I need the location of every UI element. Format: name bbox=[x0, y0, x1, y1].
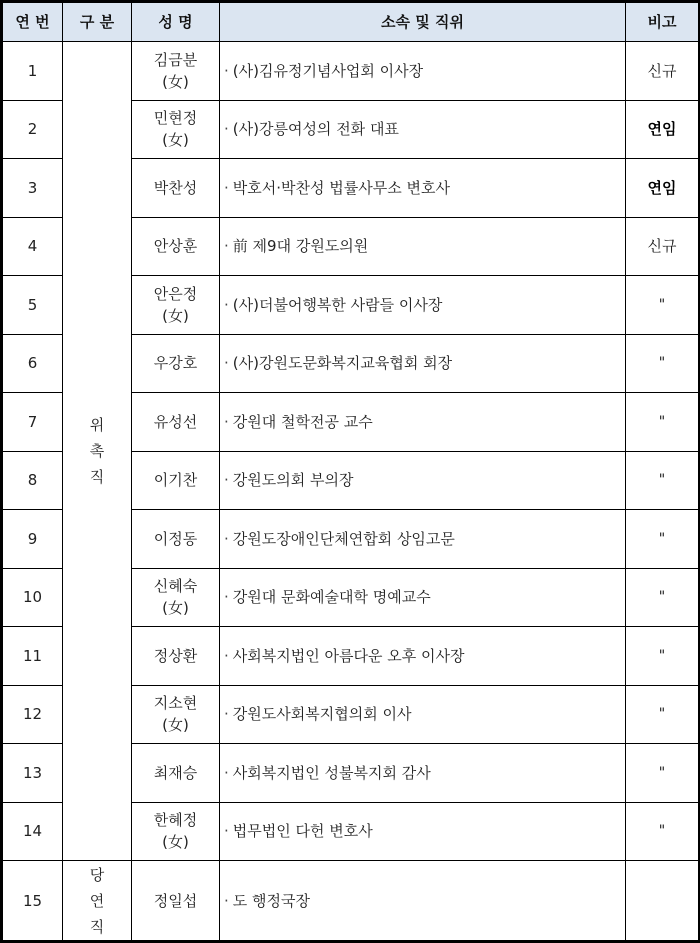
bullet-mark: · bbox=[224, 646, 229, 665]
affiliation-text: 법무법인 다헌 변호사 bbox=[232, 822, 373, 841]
affiliation-text: 前 제9대 강원도의원 bbox=[232, 237, 369, 256]
row-number: 13 bbox=[3, 744, 63, 803]
member-name-text: 김금분 bbox=[153, 50, 198, 69]
member-name bbox=[132, 861, 220, 941]
member-name-text: 이기찬 bbox=[153, 471, 198, 490]
bullet-mark: · bbox=[224, 295, 229, 314]
member-remark: " bbox=[626, 744, 699, 803]
member-remark: 신규 bbox=[626, 217, 699, 276]
member-affiliation bbox=[220, 744, 626, 803]
row-number: 4 bbox=[3, 217, 63, 276]
member-affiliation bbox=[220, 861, 626, 941]
member-affiliation bbox=[220, 510, 626, 569]
affiliation-text: 강원도의회 부의장 bbox=[232, 471, 354, 490]
member-name bbox=[132, 217, 220, 276]
bullet-mark: · bbox=[224, 178, 229, 197]
member-name-text: 정상환 bbox=[153, 646, 198, 665]
member-name bbox=[132, 627, 220, 686]
row-number: 1 bbox=[3, 42, 63, 101]
affiliation-text: (사)강릉여성의 전화 대표 bbox=[232, 120, 399, 139]
row-number: 6 bbox=[3, 334, 63, 393]
category-char: 촉 bbox=[89, 442, 105, 461]
bullet-mark: · bbox=[224, 891, 229, 910]
affiliation-text: 사회복지법인 아름다운 오후 이사장 bbox=[232, 646, 465, 665]
member-gender-mark: (女) bbox=[162, 833, 189, 852]
member-affiliation bbox=[220, 393, 626, 452]
row-number: 10 bbox=[3, 568, 63, 627]
member-remark: " bbox=[626, 334, 699, 393]
affiliation-text: 도 행정국장 bbox=[232, 891, 310, 910]
table-row bbox=[3, 861, 699, 941]
member-remark: " bbox=[626, 802, 699, 861]
member-name bbox=[132, 510, 220, 569]
member-affiliation bbox=[220, 334, 626, 393]
member-gender-mark: (女) bbox=[162, 72, 189, 91]
member-affiliation bbox=[220, 159, 626, 218]
affiliation-text: (사)강원도문화복지교육협회 회장 bbox=[232, 354, 453, 373]
bullet-mark: · bbox=[224, 61, 229, 80]
bullet-mark: · bbox=[224, 412, 229, 431]
bullet-mark: · bbox=[224, 763, 229, 782]
row-number: 2 bbox=[3, 100, 63, 159]
header-remarks: 비고 bbox=[626, 3, 699, 42]
category-char: 직 bbox=[89, 917, 105, 936]
member-name-text: 민현정 bbox=[153, 109, 198, 128]
bullet-mark: · bbox=[224, 237, 229, 256]
header-row bbox=[3, 3, 699, 42]
member-affiliation bbox=[220, 802, 626, 861]
member-affiliation bbox=[220, 685, 626, 744]
row-number: 7 bbox=[3, 393, 63, 452]
member-name-text: 한혜정 bbox=[153, 811, 198, 830]
member-name-text: 우강호 bbox=[153, 354, 198, 373]
member-affiliation bbox=[220, 451, 626, 510]
bullet-mark: · bbox=[224, 354, 229, 373]
member-affiliation bbox=[220, 627, 626, 686]
member-name bbox=[132, 451, 220, 510]
member-remark: 연임 bbox=[626, 100, 699, 159]
member-remark: " bbox=[626, 276, 699, 335]
row-number: 15 bbox=[3, 861, 63, 941]
row-number: 12 bbox=[3, 685, 63, 744]
member-gender-mark: (女) bbox=[162, 131, 189, 150]
category-char: 직 bbox=[89, 468, 105, 487]
bullet-mark: · bbox=[224, 529, 229, 548]
member-remark: " bbox=[626, 685, 699, 744]
bullet-mark: · bbox=[224, 471, 229, 490]
member-affiliation bbox=[220, 568, 626, 627]
member-remark: " bbox=[626, 627, 699, 686]
member-name-text: 안은정 bbox=[153, 284, 198, 303]
header-name: 성 명 bbox=[132, 3, 220, 42]
member-name bbox=[132, 802, 220, 861]
affiliation-text: 강원대 문화예술대학 명예교수 bbox=[232, 588, 431, 607]
bullet-mark: · bbox=[224, 120, 229, 139]
member-name-text: 최재승 bbox=[153, 763, 198, 782]
category-ex-officio bbox=[63, 861, 132, 941]
member-name-text: 정일섭 bbox=[153, 891, 198, 910]
category-char: 연 bbox=[89, 891, 105, 910]
category-char: 당 bbox=[89, 865, 105, 884]
row-number: 11 bbox=[3, 627, 63, 686]
member-name bbox=[132, 393, 220, 452]
member-remark: " bbox=[626, 393, 699, 452]
member-name bbox=[132, 159, 220, 218]
row-number: 8 bbox=[3, 451, 63, 510]
member-name-text: 이정동 bbox=[153, 529, 198, 548]
member-affiliation bbox=[220, 217, 626, 276]
bullet-mark: · bbox=[224, 588, 229, 607]
member-name bbox=[132, 334, 220, 393]
member-name bbox=[132, 42, 220, 101]
member-remark: " bbox=[626, 568, 699, 627]
table-body bbox=[3, 42, 699, 941]
affiliation-text: (사)더불어행복한 사람들 이사장 bbox=[232, 295, 443, 314]
affiliation-text: 박호서·박찬성 법률사무소 변호사 bbox=[232, 178, 450, 197]
header-affiliation: 소속 및 직위 bbox=[220, 3, 626, 42]
member-remark: " bbox=[626, 451, 699, 510]
member-remark bbox=[626, 861, 699, 941]
member-name-text: 안상훈 bbox=[153, 237, 198, 256]
member-name bbox=[132, 276, 220, 335]
affiliation-text: 사회복지법인 성불복지회 감사 bbox=[232, 763, 431, 782]
member-affiliation bbox=[220, 100, 626, 159]
bullet-mark: · bbox=[224, 822, 229, 841]
row-number: 14 bbox=[3, 802, 63, 861]
bullet-mark: · bbox=[224, 705, 229, 724]
category-appointed bbox=[63, 42, 132, 861]
member-gender-mark: (女) bbox=[162, 306, 189, 325]
row-number: 9 bbox=[3, 510, 63, 569]
affiliation-text: 강원도장애인단체연합회 상임고문 bbox=[232, 529, 455, 548]
row-number: 5 bbox=[3, 276, 63, 335]
member-affiliation bbox=[220, 42, 626, 101]
member-name bbox=[132, 685, 220, 744]
member-gender-mark: (女) bbox=[162, 599, 189, 618]
member-name-text: 유성선 bbox=[153, 412, 198, 431]
member-name-text: 신혜숙 bbox=[153, 577, 198, 596]
member-name bbox=[132, 100, 220, 159]
member-gender-mark: (女) bbox=[162, 716, 189, 735]
member-affiliation bbox=[220, 276, 626, 335]
row-number: 3 bbox=[3, 159, 63, 218]
category-char: 위 bbox=[89, 416, 105, 435]
header-category: 구 분 bbox=[63, 3, 132, 42]
member-name bbox=[132, 744, 220, 803]
header-no: 연 번 bbox=[3, 3, 63, 42]
member-name-text: 박찬성 bbox=[153, 178, 198, 197]
committee-member-table bbox=[2, 2, 699, 941]
member-name bbox=[132, 568, 220, 627]
affiliation-text: 강원대 철학전공 교수 bbox=[232, 412, 373, 431]
member-remark: 연임 bbox=[626, 159, 699, 218]
table-row bbox=[3, 42, 699, 101]
member-name-text: 지소현 bbox=[153, 694, 198, 713]
affiliation-text: 강원도사회복지협의회 이사 bbox=[232, 705, 412, 724]
member-remark: " bbox=[626, 510, 699, 569]
affiliation-text: (사)김유정기념사업회 이사장 bbox=[232, 61, 424, 80]
member-remark: 신규 bbox=[626, 42, 699, 101]
